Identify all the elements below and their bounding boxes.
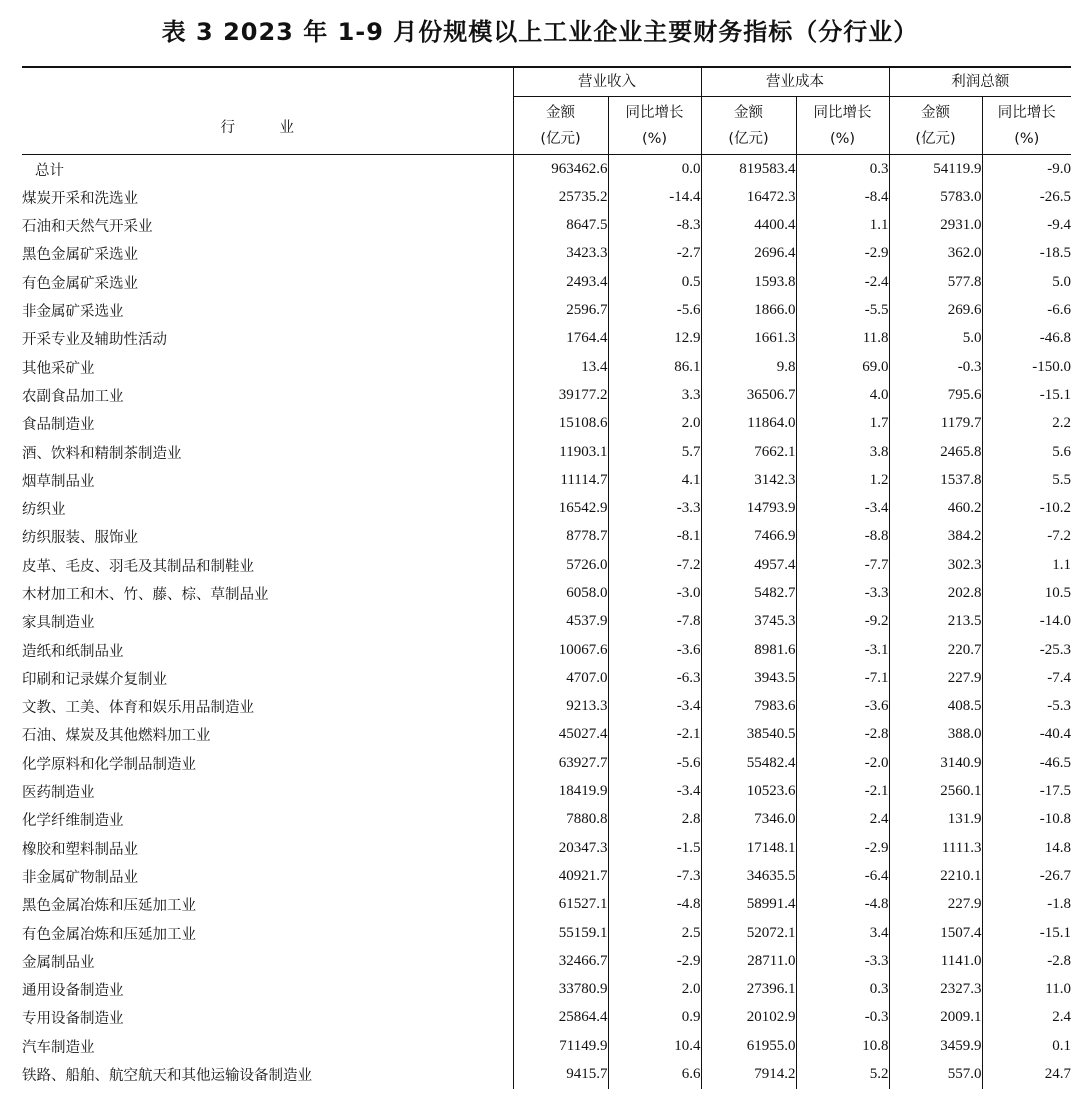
table-row xyxy=(22,608,1071,636)
revenue-amount-cell: 4707.0 xyxy=(513,664,608,692)
industry-name: 木材加工和木、竹、藤、棕、草制品业 xyxy=(22,586,269,603)
cost-growth-cell: 10.8 xyxy=(796,1032,889,1060)
cost-growth-cell: 4.0 xyxy=(796,381,889,409)
table-row xyxy=(22,721,1071,749)
industry-name: 黑色金属冶炼和压延加工业 xyxy=(22,898,196,915)
revenue-amount-cell: 6058.0 xyxy=(513,579,608,607)
revenue-amount-cell: 25735.2 xyxy=(513,183,608,211)
cost-growth-cell: -0.3 xyxy=(796,1004,889,1032)
revenue-growth-cell: -8.3 xyxy=(608,211,701,239)
revenue-growth-cell: -4.8 xyxy=(608,891,701,919)
cost-amount-cell: 819583.4 xyxy=(701,154,796,183)
revenue-growth-cell: -3.3 xyxy=(608,494,701,522)
industry-name: 非金属矿物制品业 xyxy=(22,869,138,886)
profit-amount-cell: 5.0 xyxy=(889,325,982,353)
cost-amount-cell: 28711.0 xyxy=(701,947,796,975)
profit-growth-cell: 2.4 xyxy=(982,1004,1071,1032)
profit-growth-cell: -18.5 xyxy=(982,240,1071,268)
cost-amount-cell: 38540.5 xyxy=(701,721,796,749)
profit-growth-cell: 11.0 xyxy=(982,976,1071,1004)
cost-growth-cell: 69.0 xyxy=(796,353,889,381)
revenue-growth-cell: -2.7 xyxy=(608,240,701,268)
cost-amount-cell: 1593.8 xyxy=(701,268,796,296)
profit-amount-cell: 227.9 xyxy=(889,664,982,692)
revenue-amount-unit: (亿元) xyxy=(513,126,608,155)
industry-name: 有色金属冶炼和压延加工业 xyxy=(22,926,196,943)
cost-amount-cell: 36506.7 xyxy=(701,381,796,409)
industry-name: 印刷和记录媒介复制业 xyxy=(22,671,167,688)
revenue-growth-cell: -14.4 xyxy=(608,183,701,211)
profit-amount-unit: (亿元) xyxy=(889,126,982,155)
table-row xyxy=(22,381,1071,409)
revenue-growth-cell: -5.6 xyxy=(608,296,701,324)
industry-name: 专用设备制造业 xyxy=(22,1011,124,1028)
profit-amount-cell: 1179.7 xyxy=(889,410,982,438)
cost-growth-cell: 3.4 xyxy=(796,919,889,947)
industry-name: 造纸和纸制品业 xyxy=(22,643,124,660)
profit-amount-cell: 131.9 xyxy=(889,806,982,834)
cost-growth-cell: -7.7 xyxy=(796,551,889,579)
table-row xyxy=(22,466,1071,494)
profit-amount-cell: 2009.1 xyxy=(889,1004,982,1032)
profit-amount-cell: 1507.4 xyxy=(889,919,982,947)
profit-amount-cell: 2327.3 xyxy=(889,976,982,1004)
table-row xyxy=(22,834,1071,862)
table-row xyxy=(22,551,1071,579)
revenue-amount-cell: 11903.1 xyxy=(513,438,608,466)
cost-growth-unit: (%) xyxy=(796,126,889,155)
industry-name: 皮革、毛皮、羽毛及其制品和制鞋业 xyxy=(22,558,254,575)
revenue-growth-cell: -3.4 xyxy=(608,777,701,805)
industry-name: 纺织服装、服饰业 xyxy=(22,530,138,547)
industry-name: 金属制品业 xyxy=(22,954,95,971)
revenue-amount-cell: 963462.6 xyxy=(513,154,608,183)
table-row xyxy=(22,777,1071,805)
cost-growth-cell: 1.7 xyxy=(796,410,889,438)
table-row xyxy=(22,523,1071,551)
industry-name: 化学原料和化学制品制造业 xyxy=(22,756,196,773)
profit-growth-cell: -7.2 xyxy=(982,523,1071,551)
profit-amount-cell: 54119.9 xyxy=(889,154,982,183)
revenue-growth-cell: 6.6 xyxy=(608,1060,701,1088)
revenue-amount-cell: 9415.7 xyxy=(513,1060,608,1088)
profit-amount-cell: 220.7 xyxy=(889,636,982,664)
profit-growth-cell: -17.5 xyxy=(982,777,1071,805)
table-row xyxy=(22,862,1071,890)
revenue-growth-cell: 86.1 xyxy=(608,353,701,381)
revenue-amount-cell: 2596.7 xyxy=(513,296,608,324)
profit-growth-cell: 14.8 xyxy=(982,834,1071,862)
table-row xyxy=(22,325,1071,353)
revenue-group-header: 营业收入 xyxy=(513,67,701,97)
revenue-growth-cell: -5.6 xyxy=(608,749,701,777)
industry-name: 家具制造业 xyxy=(22,615,95,632)
profit-group-header: 利润总额 xyxy=(889,67,1071,97)
revenue-growth-cell: -8.1 xyxy=(608,523,701,551)
industry-name: 橡胶和塑料制品业 xyxy=(22,841,138,858)
cost-amount-cell: 7983.6 xyxy=(701,693,796,721)
revenue-growth-cell: -2.1 xyxy=(608,721,701,749)
cost-amount-cell: 17148.1 xyxy=(701,834,796,862)
industry-column-header: 行 业 xyxy=(22,67,513,154)
cost-amount-cell: 11864.0 xyxy=(701,410,796,438)
profit-amount-cell: 3459.9 xyxy=(889,1032,982,1060)
cost-growth-cell: -2.8 xyxy=(796,721,889,749)
revenue-amount-cell: 32466.7 xyxy=(513,947,608,975)
profit-growth-cell: -150.0 xyxy=(982,353,1071,381)
profit-growth-cell: -26.5 xyxy=(982,183,1071,211)
profit-growth-cell: -46.5 xyxy=(982,749,1071,777)
cost-growth-cell: 2.4 xyxy=(796,806,889,834)
revenue-amount-cell: 8778.7 xyxy=(513,523,608,551)
revenue-amount-cell: 11114.7 xyxy=(513,466,608,494)
revenue-amount-cell: 2493.4 xyxy=(513,268,608,296)
cost-amount-unit: (亿元) xyxy=(701,126,796,155)
cost-amount-cell: 8981.6 xyxy=(701,636,796,664)
profit-growth-cell: -1.8 xyxy=(982,891,1071,919)
industry-name: 化学纤维制造业 xyxy=(22,813,124,830)
table-row xyxy=(22,947,1071,975)
table-body xyxy=(22,154,1071,1088)
industry-name: 农副食品加工业 xyxy=(22,388,124,405)
industry-name: 食品制造业 xyxy=(22,417,95,434)
profit-growth-cell: -15.1 xyxy=(982,381,1071,409)
revenue-growth-cell: 0.5 xyxy=(608,268,701,296)
revenue-amount-cell: 33780.9 xyxy=(513,976,608,1004)
revenue-growth-cell: 5.7 xyxy=(608,438,701,466)
profit-amount-cell: 2210.1 xyxy=(889,862,982,890)
cost-amount-cell: 1866.0 xyxy=(701,296,796,324)
profit-amount-cell: 213.5 xyxy=(889,608,982,636)
industry-name: 纺织业 xyxy=(22,502,66,519)
cost-growth-cell: -3.1 xyxy=(796,636,889,664)
cost-growth-cell: -2.9 xyxy=(796,240,889,268)
profit-growth-cell: -46.8 xyxy=(982,325,1071,353)
cost-growth-cell: 1.2 xyxy=(796,466,889,494)
profit-growth-cell: -9.4 xyxy=(982,211,1071,239)
revenue-growth-cell: -7.8 xyxy=(608,608,701,636)
cost-growth-cell: 0.3 xyxy=(796,154,889,183)
revenue-amount-cell: 45027.4 xyxy=(513,721,608,749)
cost-growth-cell: 5.2 xyxy=(796,1060,889,1088)
profit-amount-cell: 362.0 xyxy=(889,240,982,268)
industry-name: 通用设备制造业 xyxy=(22,983,124,1000)
industry-name: 黑色金属矿采选业 xyxy=(22,247,138,264)
profit-growth-header: 同比增长 xyxy=(982,97,1071,126)
revenue-amount-cell: 71149.9 xyxy=(513,1032,608,1060)
industry-name: 石油、煤炭及其他燃料加工业 xyxy=(22,728,211,745)
revenue-growth-cell: -7.3 xyxy=(608,862,701,890)
table-row xyxy=(22,410,1071,438)
revenue-growth-cell: -6.3 xyxy=(608,664,701,692)
cost-growth-cell: -5.5 xyxy=(796,296,889,324)
revenue-amount-cell: 9213.3 xyxy=(513,693,608,721)
table-row xyxy=(22,494,1071,522)
revenue-growth-cell: 10.4 xyxy=(608,1032,701,1060)
revenue-amount-cell: 13.4 xyxy=(513,353,608,381)
cost-amount-cell: 34635.5 xyxy=(701,862,796,890)
profit-growth-cell: -2.8 xyxy=(982,947,1071,975)
cost-growth-cell: 0.3 xyxy=(796,976,889,1004)
table-row xyxy=(22,636,1071,664)
profit-growth-cell: -15.1 xyxy=(982,919,1071,947)
cost-amount-cell: 7914.2 xyxy=(701,1060,796,1088)
profit-growth-cell: -14.0 xyxy=(982,608,1071,636)
financial-indicators-table xyxy=(22,66,1071,1089)
revenue-amount-cell: 3423.3 xyxy=(513,240,608,268)
revenue-amount-cell: 18419.9 xyxy=(513,777,608,805)
revenue-amount-cell: 55159.1 xyxy=(513,919,608,947)
profit-amount-cell: 384.2 xyxy=(889,523,982,551)
profit-growth-cell: -7.4 xyxy=(982,664,1071,692)
table-row xyxy=(22,1004,1071,1032)
revenue-amount-cell: 8647.5 xyxy=(513,211,608,239)
profit-growth-cell: 5.5 xyxy=(982,466,1071,494)
profit-amount-cell: 2465.8 xyxy=(889,438,982,466)
profit-amount-cell: 2560.1 xyxy=(889,777,982,805)
table-row xyxy=(22,240,1071,268)
profit-amount-cell: 1141.0 xyxy=(889,947,982,975)
cost-growth-cell: -7.1 xyxy=(796,664,889,692)
revenue-growth-cell: 0.0 xyxy=(608,154,701,183)
cost-growth-cell: 1.1 xyxy=(796,211,889,239)
profit-amount-cell: 269.6 xyxy=(889,296,982,324)
profit-growth-cell: -5.3 xyxy=(982,693,1071,721)
cost-amount-cell: 1661.3 xyxy=(701,325,796,353)
table-title: 表 3 2023 年 1-9 月份规模以上工业企业主要财务指标（分行业） xyxy=(161,18,919,46)
revenue-growth-cell: 3.3 xyxy=(608,381,701,409)
revenue-growth-unit: (%) xyxy=(608,126,701,155)
revenue-amount-cell: 40921.7 xyxy=(513,862,608,890)
cost-amount-cell: 7346.0 xyxy=(701,806,796,834)
table-header xyxy=(22,67,1071,154)
profit-amount-cell: 388.0 xyxy=(889,721,982,749)
revenue-amount-cell: 15108.6 xyxy=(513,410,608,438)
profit-amount-cell: 3140.9 xyxy=(889,749,982,777)
industry-name: 开采专业及辅助性活动 xyxy=(22,332,167,349)
profit-amount-cell: 408.5 xyxy=(889,693,982,721)
revenue-growth-cell: 12.9 xyxy=(608,325,701,353)
table-row xyxy=(22,353,1071,381)
industry-name: 煤炭开采和洗选业 xyxy=(22,190,138,207)
revenue-amount-cell: 1764.4 xyxy=(513,325,608,353)
cost-amount-cell: 4957.4 xyxy=(701,551,796,579)
revenue-amount-header: 金额 xyxy=(513,97,608,126)
industry-name: 有色金属矿采选业 xyxy=(22,275,138,292)
cost-amount-cell: 3142.3 xyxy=(701,466,796,494)
industry-name: 酒、饮料和精制茶制造业 xyxy=(22,445,182,462)
profit-growth-cell: 0.1 xyxy=(982,1032,1071,1060)
revenue-amount-cell: 20347.3 xyxy=(513,834,608,862)
cost-growth-cell: -4.8 xyxy=(796,891,889,919)
cost-group-header: 营业成本 xyxy=(701,67,889,97)
profit-amount-cell: 557.0 xyxy=(889,1060,982,1088)
table-row xyxy=(22,976,1071,1004)
profit-growth-unit: (%) xyxy=(982,126,1071,155)
revenue-amount-cell: 16542.9 xyxy=(513,494,608,522)
cost-growth-cell: -3.4 xyxy=(796,494,889,522)
revenue-growth-cell: -2.9 xyxy=(608,947,701,975)
table-row xyxy=(22,806,1071,834)
profit-amount-cell: 1537.8 xyxy=(889,466,982,494)
table-row xyxy=(22,919,1071,947)
cost-growth-cell: -2.1 xyxy=(796,777,889,805)
revenue-growth-cell: 0.9 xyxy=(608,1004,701,1032)
revenue-growth-cell: -3.6 xyxy=(608,636,701,664)
revenue-growth-header: 同比增长 xyxy=(608,97,701,126)
cost-amount-cell: 4400.4 xyxy=(701,211,796,239)
table-row xyxy=(22,211,1071,239)
table-row xyxy=(22,1032,1071,1060)
revenue-growth-cell: 2.8 xyxy=(608,806,701,834)
cost-amount-cell: 10523.6 xyxy=(701,777,796,805)
cost-amount-cell: 14793.9 xyxy=(701,494,796,522)
cost-amount-cell: 55482.4 xyxy=(701,749,796,777)
revenue-growth-cell: 2.0 xyxy=(608,410,701,438)
profit-growth-cell: -26.7 xyxy=(982,862,1071,890)
revenue-amount-cell: 25864.4 xyxy=(513,1004,608,1032)
table-row xyxy=(22,664,1071,692)
industry-name: 文教、工美、体育和娱乐用品制造业 xyxy=(22,700,254,717)
cost-growth-cell: -8.8 xyxy=(796,523,889,551)
table-row xyxy=(22,1060,1071,1088)
profit-amount-cell: 302.3 xyxy=(889,551,982,579)
industry-name: 非金属矿采选业 xyxy=(22,304,124,321)
profit-growth-cell: 2.2 xyxy=(982,410,1071,438)
profit-growth-cell: -10.2 xyxy=(982,494,1071,522)
cost-amount-cell: 3745.3 xyxy=(701,608,796,636)
cost-amount-cell: 3943.5 xyxy=(701,664,796,692)
profit-amount-cell: 2931.0 xyxy=(889,211,982,239)
table-row xyxy=(22,268,1071,296)
revenue-amount-cell: 5726.0 xyxy=(513,551,608,579)
cost-amount-cell: 27396.1 xyxy=(701,976,796,1004)
cost-growth-cell: -8.4 xyxy=(796,183,889,211)
revenue-growth-cell: 2.0 xyxy=(608,976,701,1004)
profit-growth-cell: 24.7 xyxy=(982,1060,1071,1088)
revenue-amount-cell: 39177.2 xyxy=(513,381,608,409)
revenue-amount-cell: 7880.8 xyxy=(513,806,608,834)
revenue-growth-cell: -3.4 xyxy=(608,693,701,721)
industry-name: 铁路、船舶、航空航天和其他运输设备制造业 xyxy=(22,1068,312,1085)
cost-amount-header: 金额 xyxy=(701,97,796,126)
industry-name: 其他采矿业 xyxy=(22,360,95,377)
profit-amount-cell: -0.3 xyxy=(889,353,982,381)
cost-growth-cell: -3.3 xyxy=(796,947,889,975)
revenue-amount-cell: 63927.7 xyxy=(513,749,608,777)
cost-amount-cell: 5482.7 xyxy=(701,579,796,607)
revenue-amount-cell: 61527.1 xyxy=(513,891,608,919)
profit-growth-cell: -10.8 xyxy=(982,806,1071,834)
profit-growth-cell: 10.5 xyxy=(982,579,1071,607)
cost-amount-cell: 16472.3 xyxy=(701,183,796,211)
cost-amount-cell: 61955.0 xyxy=(701,1032,796,1060)
table-row xyxy=(22,749,1071,777)
cost-amount-cell: 58991.4 xyxy=(701,891,796,919)
cost-growth-cell: -6.4 xyxy=(796,862,889,890)
cost-growth-cell: -2.9 xyxy=(796,834,889,862)
cost-growth-cell: -2.4 xyxy=(796,268,889,296)
profit-growth-cell: -6.6 xyxy=(982,296,1071,324)
cost-growth-cell: 11.8 xyxy=(796,325,889,353)
table-row xyxy=(22,438,1071,466)
revenue-growth-cell: 4.1 xyxy=(608,466,701,494)
profit-amount-cell: 227.9 xyxy=(889,891,982,919)
revenue-growth-cell: -7.2 xyxy=(608,551,701,579)
profit-amount-cell: 202.8 xyxy=(889,579,982,607)
table-row xyxy=(22,579,1071,607)
cost-amount-cell: 7466.9 xyxy=(701,523,796,551)
profit-growth-cell: -40.4 xyxy=(982,721,1071,749)
profit-amount-cell: 5783.0 xyxy=(889,183,982,211)
table-row xyxy=(22,183,1071,211)
revenue-amount-cell: 10067.6 xyxy=(513,636,608,664)
profit-growth-cell: -9.0 xyxy=(982,154,1071,183)
profit-amount-cell: 460.2 xyxy=(889,494,982,522)
industry-name: 医药制造业 xyxy=(22,785,95,802)
industry-name: 总计 xyxy=(35,162,64,179)
cost-amount-cell: 7662.1 xyxy=(701,438,796,466)
profit-growth-cell: 1.1 xyxy=(982,551,1071,579)
table-row xyxy=(22,693,1071,721)
cost-growth-cell: -2.0 xyxy=(796,749,889,777)
table-row xyxy=(22,154,1071,183)
cost-amount-cell: 2696.4 xyxy=(701,240,796,268)
profit-amount-cell: 1111.3 xyxy=(889,834,982,862)
revenue-amount-cell: 4537.9 xyxy=(513,608,608,636)
profit-amount-cell: 795.6 xyxy=(889,381,982,409)
revenue-growth-cell: 2.5 xyxy=(608,919,701,947)
cost-growth-cell: -9.2 xyxy=(796,608,889,636)
cost-amount-cell: 52072.1 xyxy=(701,919,796,947)
table-row xyxy=(22,296,1071,324)
cost-amount-cell: 9.8 xyxy=(701,353,796,381)
revenue-growth-cell: -3.0 xyxy=(608,579,701,607)
cost-amount-cell: 20102.9 xyxy=(701,1004,796,1032)
industry-name: 烟草制品业 xyxy=(22,473,95,490)
profit-growth-cell: 5.6 xyxy=(982,438,1071,466)
table-row xyxy=(22,891,1071,919)
cost-growth-cell: -3.6 xyxy=(796,693,889,721)
cost-growth-header: 同比增长 xyxy=(796,97,889,126)
profit-amount-cell: 577.8 xyxy=(889,268,982,296)
profit-amount-header: 金额 xyxy=(889,97,982,126)
industry-name: 石油和天然气开采业 xyxy=(22,219,153,236)
cost-growth-cell: 3.8 xyxy=(796,438,889,466)
profit-growth-cell: -25.3 xyxy=(982,636,1071,664)
revenue-growth-cell: -1.5 xyxy=(608,834,701,862)
profit-growth-cell: 5.0 xyxy=(982,268,1071,296)
industry-name: 汽车制造业 xyxy=(22,1039,95,1056)
cost-growth-cell: -3.3 xyxy=(796,579,889,607)
